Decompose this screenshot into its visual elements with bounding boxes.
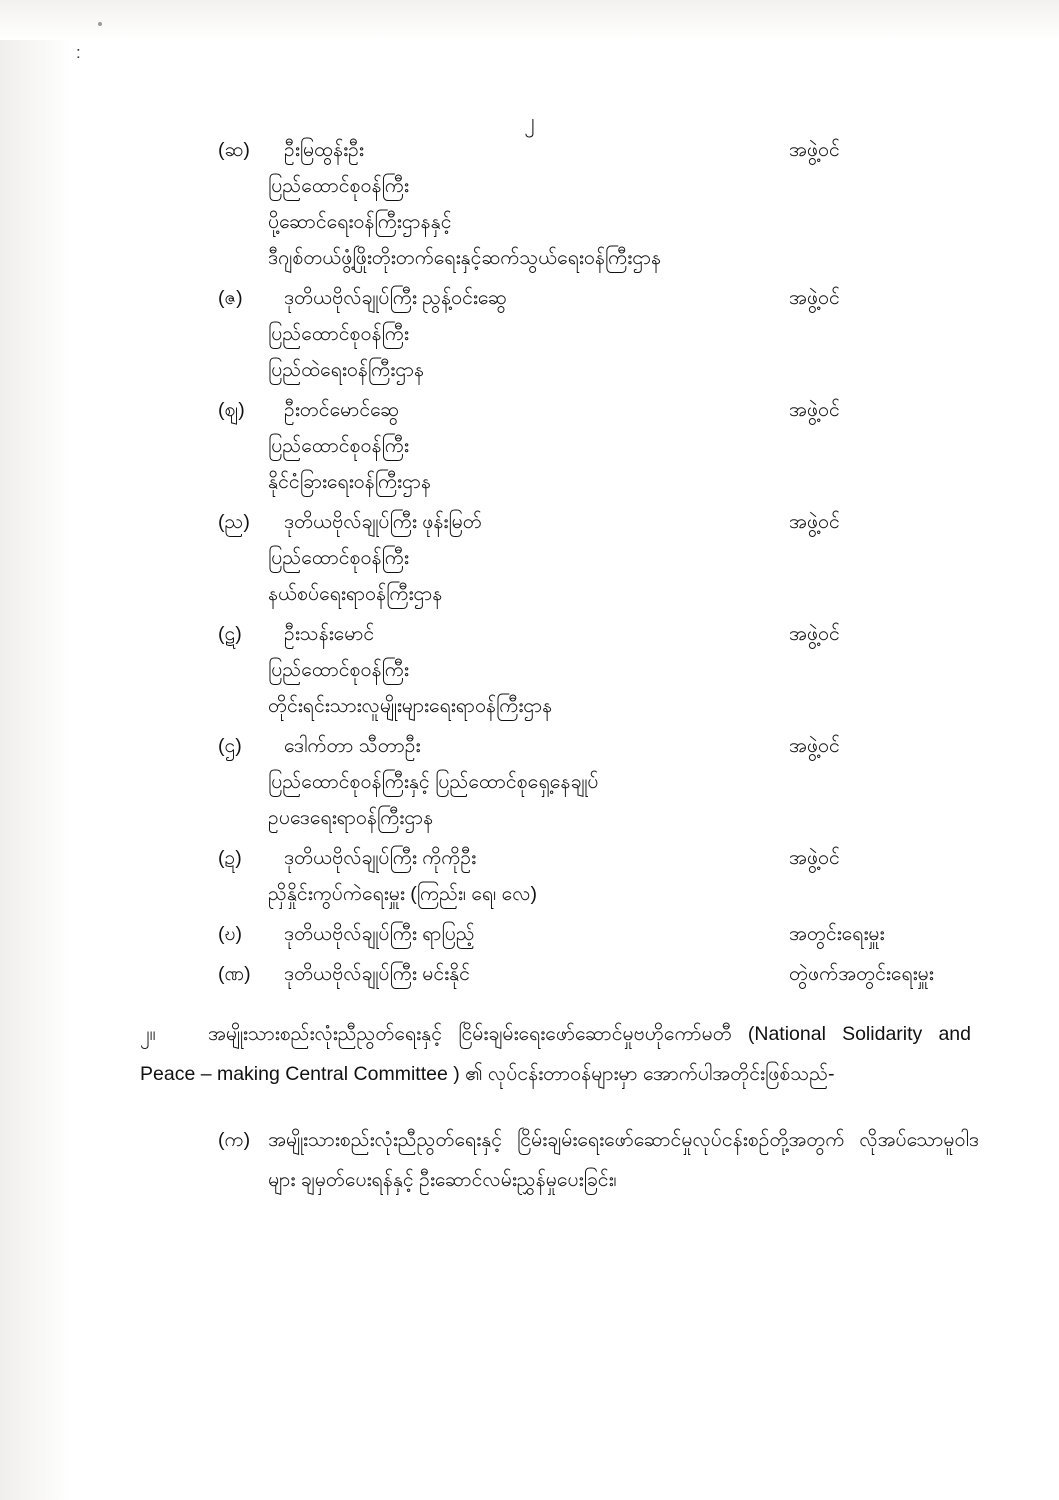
member-main-line — [0, 132, 1059, 168]
member-role: အဖွဲ့ဝင် — [789, 139, 840, 161]
member-name: ဒေါက်တာ သီတာဦး — [284, 735, 421, 757]
member-main-line — [0, 916, 1059, 952]
member-name: ဒုတိယဗိုလ်ချုပ်ကြီး ကိုကိုဦး — [284, 847, 477, 869]
list-item — [0, 504, 1059, 612]
member-subline: ပို့ဆောင်ရေးဝန်ကြီးဌာနနှင့် — [268, 211, 452, 233]
member-number: (ဈ) — [218, 399, 245, 421]
member-number: (ဋ) — [218, 623, 242, 645]
member-main-line — [0, 956, 1059, 992]
member-subline: ပြည်ထောင်စုဝန်ကြီးနှင့် ပြည်ထောင်စုရှေ့နေချုပ် — [268, 771, 599, 793]
member-subline: ပြည်ထဲရေးဝန်ကြီးဌာန — [268, 359, 425, 381]
list-item — [0, 728, 1059, 836]
member-number: (ဌ) — [218, 735, 242, 757]
member-name: ဒုတိယဗိုလ်ချုပ်ကြီး ညွန့်ဝင်းဆွေ — [284, 287, 507, 309]
member-role: အတွင်းရေးမှူး — [789, 923, 885, 945]
member-subline: ဥပဒေရေးရာဝန်ကြီးဌာန — [268, 807, 434, 829]
member-role: အဖွဲ့ဝင် — [789, 847, 840, 869]
member-name: ဦးတင်မောင်ဆွေ — [284, 399, 399, 421]
list-item — [0, 916, 1059, 952]
paragraph-text: အမျိုးသားစည်းလုံးညီညွတ်ရေးနှင့် ငြိမ်းချမ်းရေးဖော်ဆောင်မှုဗဟိုကော်မတီ (National Solidarity and Peace – making Central Committee ) ၏ လုပ်ငန်းတာဝန်များမှာ အောက်ပါအတိုင်းဖြစ်သည်- — [140, 1023, 971, 1085]
member-subline: တိုင်းရင်းသားလူမျိုးများရေးရာဝန်ကြီးဌာန — [268, 695, 553, 717]
member-main-line — [0, 616, 1059, 652]
member-subline: နိုင်ငံခြားရေးဝန်ကြီးဌာန — [268, 471, 431, 493]
page-number: ၂ — [524, 110, 535, 133]
member-subline: ညှိနှိုင်းကွပ်ကဲရေးမှူး (ကြည်း၊ ရေ၊ လေ) — [268, 883, 538, 905]
member-main-line — [0, 840, 1059, 876]
member-number: (ဏ) — [218, 963, 251, 985]
scan-edge-top — [0, 0, 1059, 40]
member-main-line — [0, 504, 1059, 540]
paragraph-2 — [0, 1014, 1059, 1094]
member-number: (ဇ) — [218, 287, 243, 309]
member-name: ဒုတိယဗိုလ်ချုပ်ကြီး မင်းနိုင် — [284, 963, 471, 985]
member-name: ဦးသန်းမောင် — [284, 623, 375, 645]
list-item — [0, 956, 1059, 992]
member-subline: ဒီဂျစ်တယ်ဖွံ့ဖြိုးတိုးတက်ရေးနှင့်ဆက်သွယ်ရေးဝန်ကြီးဌာန — [268, 247, 662, 269]
member-name: ဦးမြထွန်းဦး — [284, 139, 364, 161]
member-role: အဖွဲ့ဝင် — [789, 511, 840, 533]
member-subline: ပြည်ထောင်စုဝန်ကြီး — [268, 659, 409, 681]
scan-artifact-colon: : — [76, 43, 81, 62]
document-content — [0, 132, 1059, 1200]
member-name: ဒုတိယဗိုလ်ချုပ်ကြီး ဖုန်းမြတ် — [284, 511, 482, 533]
member-role: အဖွဲ့ဝင် — [789, 399, 840, 421]
member-main-line — [0, 728, 1059, 764]
scan-artifact-dot — [98, 22, 102, 26]
member-number: (ဍ) — [218, 847, 242, 869]
sub-item-ka — [0, 1120, 1059, 1200]
member-list — [0, 132, 1059, 992]
member-name: ဒုတိယဗိုလ်ချုပ်ကြီး ရာပြည့် — [284, 923, 475, 945]
member-role: အဖွဲ့ဝင် — [789, 623, 840, 645]
member-subline: ပြည်ထောင်စုဝန်ကြီး — [268, 175, 409, 197]
sub-item-text: အမျိုးသားစည်းလုံးညီညွတ်ရေးနှင့် ငြိမ်းချမ်းရေးဖော်ဆောင်မှုလုပ်ငန်းစဉ်တို့အတွက် လိုအပ်သောမူဝါဒများ ချမှတ်ပေးရန်နှင့် ဦးဆောင်လမ်းညွှန်မှုပေးခြင်း၊ — [268, 1129, 979, 1191]
member-role: တွဲဖက်အတွင်းရေးမှူး — [789, 963, 934, 985]
list-item — [0, 280, 1059, 388]
list-item — [0, 840, 1059, 912]
member-role: အဖွဲ့ဝင် — [789, 287, 840, 309]
member-main-line — [0, 392, 1059, 428]
member-role: အဖွဲ့ဝင် — [789, 735, 840, 757]
member-number: (ဆ) — [218, 139, 250, 161]
list-item — [0, 132, 1059, 276]
member-subline: ပြည်ထောင်စုဝန်ကြီး — [268, 547, 409, 569]
member-number: (ည) — [218, 511, 250, 533]
member-subline: ပြည်ထောင်စုဝန်ကြီး — [268, 435, 409, 457]
list-item — [0, 392, 1059, 500]
list-item — [0, 616, 1059, 724]
member-subline: ပြည်ထောင်စုဝန်ကြီး — [268, 323, 409, 345]
paragraph-marker: ၂။ — [140, 1023, 156, 1045]
member-main-line — [0, 280, 1059, 316]
member-number: (ဎ) — [218, 923, 242, 945]
member-subline: နယ်စပ်ရေးရာဝန်ကြီးဌာန — [268, 583, 443, 605]
sub-item-label: (က) — [218, 1129, 251, 1151]
